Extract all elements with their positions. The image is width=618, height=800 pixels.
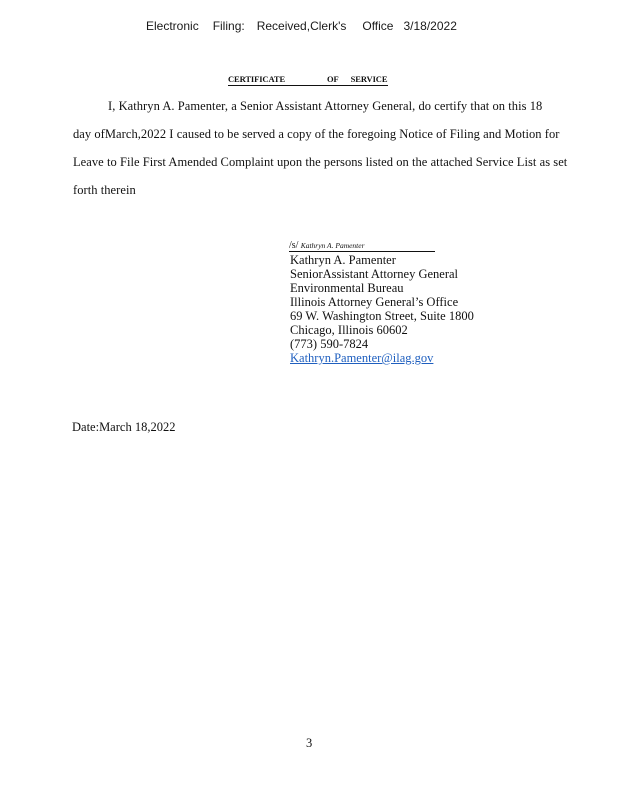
signer-phone: (773) 590-7824 [290, 337, 369, 351]
signer-city: Chicago, Illinois 60602 [290, 323, 408, 337]
signature-script-name: Kathryn A. Pamenter [300, 241, 365, 250]
header-word-received: Received,Clerk's [256, 19, 347, 33]
certificate-body-line-2: day ofMarch,2022 I caused to be served a copy of the foregoing Notice of Filing and Motion for [73, 127, 560, 141]
signer-office: Illinois Attorney General’s Office [290, 295, 459, 309]
signer-bureau: Environmental Bureau [290, 281, 404, 295]
page-number: 3 [306, 736, 313, 750]
certificate-of-service-title [228, 74, 388, 86]
certificate-body-line-4: forth therein [73, 183, 136, 197]
header-word-filing: Filing: [212, 19, 245, 33]
title-word-of: OF [327, 74, 339, 84]
certificate-body-line-1: I, Kathryn A. Pamenter, a Senior Assistant Attorney General, do certify that on this 18 [108, 99, 543, 113]
signer-name: Kathryn A. Pamenter [290, 253, 396, 267]
header-word-electronic: Electronic [146, 19, 199, 33]
header-filing-date: 3/18/2022 [403, 19, 457, 33]
signer-email-link[interactable]: Kathryn.Pamenter@ilag.gov [290, 351, 434, 365]
title-word-service: SERVICE [350, 74, 388, 84]
title-word-certificate: CERTIFICATE [228, 74, 286, 84]
header-word-office: Office [362, 19, 394, 33]
signature-block [290, 253, 474, 365]
electronic-signature-line [289, 240, 435, 252]
signature-prefix: /s/ [289, 240, 299, 251]
signer-title: SeniorAssistant Attorney General [290, 267, 459, 281]
certificate-body-line-3: Leave to File First Amended Complaint upon the persons listed on the attached Service List as set [73, 155, 568, 169]
signer-street: 69 W. Washington Street, Suite 1800 [290, 309, 474, 323]
electronic-filing-header [146, 19, 457, 33]
date-line: Date:March 18,2022 [72, 420, 176, 434]
